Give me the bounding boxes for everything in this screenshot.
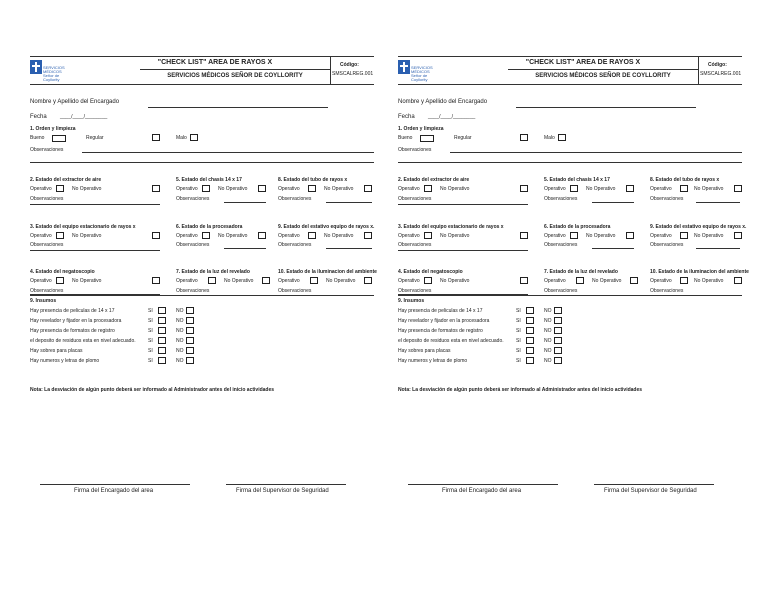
s5-no-operativo-label: No Operativo [586,186,616,192]
si-label: SI [516,348,521,354]
insumo-item: Hay numeros y letras de plomo [398,358,468,364]
clinic-logo [30,60,72,82]
section-9-title: 9. Estado del estativo equipo de rayos x. [650,224,747,230]
si-checkbox[interactable] [158,317,166,324]
no-checkbox[interactable] [554,307,562,314]
insumo-item: Hay sobres para placas [30,348,83,354]
no-checkbox[interactable] [554,357,562,364]
s7-no-operativo-label: No Operativo [592,278,622,284]
s9-operativo-label: Operativo [650,233,672,239]
s5-operativo-checkbox[interactable] [202,185,210,192]
no-checkbox[interactable] [186,307,194,314]
section-4-title: 4. Estado del negatoscopio [398,269,463,275]
section-2-title: 2. Estado del extractor de aire [398,177,470,183]
s7-no-operativo-checkbox[interactable] [262,277,270,284]
s2-no-operativo-checkbox[interactable] [152,185,160,192]
si-label: SI [148,358,153,364]
clinic-logo [398,60,440,82]
signature-label-supervisor: Firma del Supervisor de Seguridad [604,488,697,494]
s10-observaciones-label: Observaciones [278,288,312,294]
section-8-title: 8. Estado del tubo de rayos x [650,177,720,183]
s9-no-operativo-label: No Operativo [324,233,354,239]
checklist-form-right [398,56,749,506]
s5-no-operativo-checkbox[interactable] [258,185,266,192]
no-label: NO [176,358,184,364]
checkbox-bueno[interactable] [52,135,66,142]
s2-operativo-checkbox[interactable] [56,185,64,192]
si-checkbox[interactable] [158,327,166,334]
s6-observaciones-label: Observaciones [176,242,210,248]
insumo-item: el deposito de residuos esta en nivel adecuado. [398,338,504,344]
s2-no-operativo-checkbox[interactable] [520,185,528,192]
insumo-item: Hay sobres para placas [398,348,451,354]
section-10-title: 10. Estado de la iluminacion del ambiente [278,269,377,275]
no-checkbox[interactable] [554,337,562,344]
header-bottom-border [398,84,742,85]
s2-bottom-line [30,204,160,205]
code-label: Código: [340,62,359,68]
logo-text: SERVICIOS MÉDICOS Señor de Coyllority [43,65,65,82]
s3-observaciones-label: Observaciones [398,242,432,248]
s3-operativo-label: Operativo [398,233,420,239]
logo-text: SERVICIOS MÉDICOS Señor de Coyllority [411,65,433,82]
s2-operativo-label: Operativo [398,186,420,192]
section-8-title: 8. Estado del tubo de rayos x [278,177,348,183]
no-checkbox[interactable] [186,317,194,324]
s9-no-operativo-label: No Operativo [694,233,724,239]
s7-no-operativo-label: No Operativo [224,278,254,284]
no-checkbox[interactable] [554,347,562,354]
s4-observaciones-label: Observaciones [398,288,432,294]
s9-operativo-checkbox[interactable] [308,232,316,239]
insumo-item: Hay presencia de peliculas de 14 x 17 [30,308,115,314]
s5-no-operativo-label: No Operativo [218,186,248,192]
s4-operativo-label: Operativo [30,278,52,284]
insumos-title: 9. Insumos [30,298,57,304]
s10-no-operativo-checkbox[interactable] [364,277,372,284]
no-label: NO [544,358,552,364]
s8-observaciones-label: Observaciones [278,196,312,202]
cross-logo-icon [30,60,42,74]
name-label: Nombre y Apellido del Encargado [398,99,488,105]
s4-no-operativo-checkbox[interactable] [520,277,528,284]
si-label: SI [148,328,153,334]
s3-no-operativo-label: No Operativo [72,233,102,239]
header-divider [698,56,699,84]
no-label: NO [176,348,184,354]
no-label: NO [544,328,552,334]
header-top-border [398,56,742,57]
s2-observaciones-label: Observaciones [398,196,432,202]
no-label: NO [176,308,184,314]
si-label: SI [516,318,521,324]
option-regular: Regular [454,135,472,141]
s9-observaciones-label: Observaciones [650,242,684,248]
s4-operativo-label: Operativo [398,278,420,284]
s3-operativo-checkbox[interactable] [56,232,64,239]
no-checkbox[interactable] [186,347,194,354]
form-title: "CHECK LIST" AREA DE RAYOS X [157,59,273,66]
s1-bottom-line [30,162,374,163]
date-label: Fecha [30,114,47,120]
section-1-title: 1. Orden y limpieza [398,126,444,132]
code-value: SMSCALREG.001 [700,71,742,77]
s6-operativo-label: Operativo [544,233,566,239]
s4-operativo-checkbox[interactable] [424,277,432,284]
s5-no-operativo-checkbox[interactable] [626,185,634,192]
insumo-item: Hay presencia de formatos de registro [398,328,483,334]
checkbox-regular[interactable] [520,134,528,141]
s6-no-operativo-label: No Operativo [218,233,248,239]
section-7-title: 7. Estado de la luz del revelado [544,269,618,275]
s2-no-operativo-label: No Operativo [72,186,102,192]
signature-label-encargado: Firma del Encargado del area [74,488,154,494]
insumo-item: el deposito de residuos esta en nivel adecuado. [30,338,136,344]
s2-observaciones-label: Observaciones [30,196,64,202]
row3-bottom-line [30,295,374,296]
section-6-title: 6. Estado de la procesadora [176,224,243,230]
signature-label-encargado: Firma del Encargado del area [442,488,522,494]
form-subtitle: SERVICIOS MÉDICOS SEÑOR DE COYLLORITY [167,73,303,79]
no-checkbox[interactable] [186,357,194,364]
no-checkbox[interactable] [186,337,194,344]
s2-bottom-line [398,204,528,205]
s7-no-operativo-checkbox[interactable] [630,277,638,284]
s8-no-operativo-checkbox[interactable] [364,185,372,192]
checkbox-malo[interactable] [558,134,566,141]
si-checkbox[interactable] [158,337,166,344]
no-label: NO [176,328,184,334]
s8-no-operativo-label: No Operativo [324,186,354,192]
name-field[interactable] [148,107,328,108]
s3-bottom-line [30,250,160,251]
header-mid-line [140,69,330,70]
section-9-title: 9. Estado del estativo equipo de rayos x. [278,224,375,230]
option-bueno: Bueno [398,135,413,141]
s3-operativo-checkbox[interactable] [424,232,432,239]
s9-observaciones-field[interactable] [326,248,372,249]
s5-observaciones-field[interactable] [224,202,266,203]
no-label: NO [544,348,552,354]
footer-note: Nota: La desviación de algún punto deberá ser informado al Administrador antes del inicio actividades [30,387,275,393]
insumos-title: 9. Insumos [398,298,425,304]
section-10-title: 10. Estado de la iluminacion del ambiente [650,269,749,275]
s6-no-operativo-checkbox[interactable] [258,232,266,239]
insumo-item: Hay presencia de peliculas de 14 x 17 [398,308,483,314]
s8-observaciones-label: Observaciones [650,196,684,202]
name-label: Nombre y Apellido del Encargado [30,99,120,105]
date-field[interactable]: ____/____/________ [60,114,108,120]
checkbox-bueno[interactable] [420,135,434,142]
s5-observaciones-label: Observaciones [176,196,210,202]
s7-operativo-checkbox[interactable] [576,277,584,284]
s4-no-operativo-checkbox[interactable] [152,277,160,284]
s8-no-operativo-label: No Operativo [694,186,724,192]
s8-observaciones-field[interactable] [696,202,740,203]
s7-observaciones-label: Observaciones [176,288,210,294]
no-label: NO [544,318,552,324]
s6-operativo-label: Operativo [176,233,198,239]
form-subtitle: SERVICIOS MÉDICOS SEÑOR DE COYLLORITY [535,73,671,79]
s3-observaciones-label: Observaciones [30,242,64,248]
option-malo: Malo [176,135,187,141]
s1-observaciones-field[interactable] [450,152,742,153]
s6-no-operativo-checkbox[interactable] [626,232,634,239]
s1-observaciones-field[interactable] [82,152,374,153]
code-value: SMSCALREG.001 [332,71,374,77]
s6-observaciones-field[interactable] [224,248,266,249]
si-checkbox[interactable] [526,337,534,344]
header-bottom-border [30,84,374,85]
header-top-border [30,56,374,57]
header-mid-line [508,69,698,70]
s2-no-operativo-label: No Operativo [440,186,470,192]
signature-label-supervisor: Firma del Supervisor de Seguridad [236,488,329,494]
s8-operativo-label: Operativo [650,186,672,192]
si-checkbox[interactable] [526,307,534,314]
s9-no-operativo-checkbox[interactable] [364,232,372,239]
s3-no-operativo-checkbox[interactable] [520,232,528,239]
s5-observaciones-label: Observaciones [544,196,578,202]
s10-no-operativo-label: No Operativo [694,278,724,284]
si-label: SI [516,328,521,334]
si-checkbox[interactable] [526,357,534,364]
insumo-item: Hay presencia de formatos de registro [30,328,115,334]
si-label: SI [148,338,153,344]
section-3-title: 3. Estado del equipo estacionario de rayos x [30,224,136,230]
section-7-title: 7. Estado de la luz del revelado [176,269,250,275]
s4-no-operativo-label: No Operativo [440,278,470,284]
si-label: SI [516,338,521,344]
si-checkbox[interactable] [158,357,166,364]
s3-bottom-line [398,250,528,251]
s8-no-operativo-checkbox[interactable] [734,185,742,192]
si-label: SI [148,318,153,324]
s7-operativo-checkbox[interactable] [208,277,216,284]
s5-observaciones-field[interactable] [592,202,634,203]
s10-operativo-label: Operativo [278,278,300,284]
checklist-form-left [30,56,377,506]
s8-observaciones-field[interactable] [326,202,372,203]
s4-operativo-checkbox[interactable] [56,277,64,284]
header-divider [330,56,331,84]
s2-operativo-checkbox[interactable] [424,185,432,192]
insumo-item: Hay numeros y letras de plomo [30,358,100,364]
s10-operativo-checkbox[interactable] [310,277,318,284]
date-label: Fecha [398,114,415,120]
no-label: NO [544,308,552,314]
s9-observaciones-label: Observaciones [278,242,312,248]
s7-operativo-label: Operativo [176,278,198,284]
s7-observaciones-label: Observaciones [544,288,578,294]
option-malo: Malo [544,135,555,141]
si-label: SI [516,308,521,314]
s7-operativo-label: Operativo [544,278,566,284]
s10-no-operativo-checkbox[interactable] [734,277,742,284]
s6-operativo-checkbox[interactable] [202,232,210,239]
si-checkbox[interactable] [526,317,534,324]
section-3-title: 3. Estado del equipo estacionario de rayos x [398,224,504,230]
s1-observaciones-label: Observaciones [30,147,64,153]
s6-operativo-checkbox[interactable] [570,232,578,239]
si-label: SI [516,358,521,364]
signature-line-encargado[interactable] [40,484,190,485]
s9-operativo-checkbox[interactable] [680,232,688,239]
option-regular: Regular [86,135,104,141]
no-label: NO [176,338,184,344]
section-5-title: 5. Estado del chasis 14 x 17 [544,177,610,183]
s4-observaciones-label: Observaciones [30,288,64,294]
code-label: Código: [708,62,727,68]
s3-operativo-label: Operativo [30,233,52,239]
s5-operativo-label: Operativo [176,186,198,192]
si-checkbox[interactable] [526,347,534,354]
checkbox-regular[interactable] [152,134,160,141]
no-checkbox[interactable] [186,327,194,334]
insumo-item: Hay revelador y fijador en la procesadora [398,318,490,324]
si-checkbox[interactable] [158,347,166,354]
signature-line-supervisor[interactable] [226,484,346,485]
s6-no-operativo-label: No Operativo [586,233,616,239]
insumo-item: Hay revelador y fijador en la procesadora [30,318,122,324]
s5-operativo-label: Operativo [544,186,566,192]
section-5-title: 5. Estado del chasis 14 x 17 [176,177,242,183]
form-title: "CHECK LIST" AREA DE RAYOS X [525,59,641,66]
s5-operativo-checkbox[interactable] [570,185,578,192]
cross-logo-icon [398,60,410,74]
s6-observaciones-field[interactable] [592,248,634,249]
s10-operativo-checkbox[interactable] [680,277,688,284]
no-label: NO [544,338,552,344]
s9-no-operativo-checkbox[interactable] [734,232,742,239]
s8-operativo-label: Operativo [278,186,300,192]
s3-no-operativo-label: No Operativo [440,233,470,239]
section-4-title: 4. Estado del negatoscopio [30,269,95,275]
row3-bottom-line [398,295,742,296]
s10-no-operativo-label: No Operativo [326,278,356,284]
s8-operativo-checkbox[interactable] [680,185,688,192]
s3-no-operativo-checkbox[interactable] [152,232,160,239]
section-1-title: 1. Orden y limpieza [30,126,76,132]
s9-operativo-label: Operativo [278,233,300,239]
signature-line-supervisor[interactable] [594,484,714,485]
si-label: SI [148,348,153,354]
s1-observaciones-label: Observaciones [398,147,432,153]
option-bueno: Bueno [30,135,45,141]
section-2-title: 2. Estado del extractor de aire [30,177,102,183]
no-checkbox[interactable] [554,317,562,324]
checkbox-malo[interactable] [190,134,198,141]
s9-observaciones-field[interactable] [696,248,740,249]
s10-operativo-label: Operativo [650,278,672,284]
s6-observaciones-label: Observaciones [544,242,578,248]
si-checkbox[interactable] [158,307,166,314]
si-label: SI [148,308,153,314]
s1-bottom-line [398,162,742,163]
s4-no-operativo-label: No Operativo [72,278,102,284]
name-field[interactable] [516,107,696,108]
date-field[interactable]: ____/____/________ [428,114,476,120]
signature-line-encargado[interactable] [408,484,558,485]
section-6-title: 6. Estado de la procesadora [544,224,611,230]
no-checkbox[interactable] [554,327,562,334]
footer-note: Nota: La desviación de algún punto deberá ser informado al Administrador antes del inicio actividades [398,387,643,393]
s8-operativo-checkbox[interactable] [308,185,316,192]
no-label: NO [176,318,184,324]
s10-observaciones-label: Observaciones [650,288,684,294]
si-checkbox[interactable] [526,327,534,334]
s2-operativo-label: Operativo [30,186,52,192]
